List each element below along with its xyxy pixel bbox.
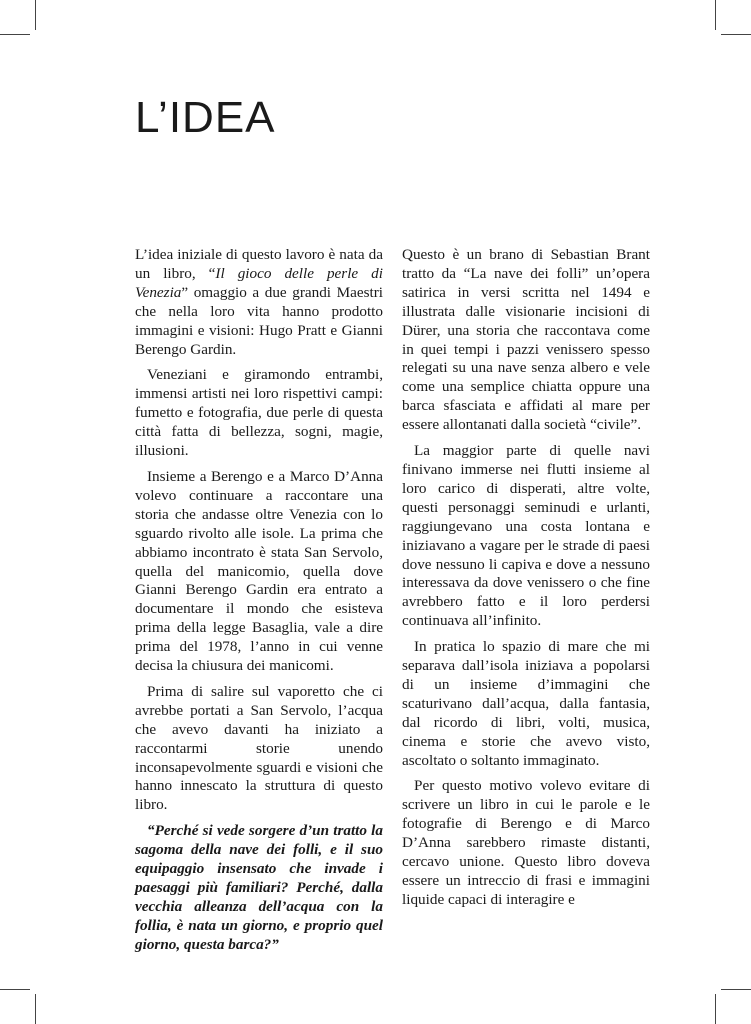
paragraph-navi: La maggior parte di quelle navi finivano immerse nei flutti insieme al loro carico di disperati, altre volte, questi personaggi seminudi e urlanti, raggiungevano una costa lontana e iniziavano a vagare per le strade di paesi dove nessuno li capiva e dove a nessuno interessava da dove venissero o che fine avrebbero fatto e il loro perdersi continuava all’infinito. — [402, 442, 650, 630]
paragraph-motivo: Per questo motivo volevo evitare di scrivere un libro in cui le parole e le fotografie di Berengo e di Marco D’Anna sarebbero rimaste distanti, cercavo unione. Questo libro doveva essere un intreccio di frasi e immagini liquide capaci di interagire e — [402, 777, 650, 908]
left-text-column — [135, 246, 383, 962]
paragraph-isola: In pratica lo spazio di mare che mi separava dall’isola iniziava a popolarsi di un insieme d’immagini che scaturivano dall’acqua, dalla fantasia, dal ricordo di libri, volti, musica, cinema e storie che avevo visto, ascoltato o soltanto immaginato. — [402, 638, 650, 769]
crop-mark-bottom-left-vertical — [35, 994, 36, 1024]
paragraph-brant: Questo è un brano di Sebastian Brant tratto da “La nave dei folli” un’opera satirica in versi scritta nel 1494 e illustrata dalle visionarie incisioni di Dürer, una storia che raccontava come in quei tempi i pazzi venissero spesso relegati su una nave senza albero e vele come una semplice chiatta oppure una barca sfasciata e affidati al mare per essere allontanati dalla società “civile”. — [402, 246, 650, 434]
crop-mark-bottom-right-horizontal — [721, 989, 751, 990]
crop-mark-bottom-left-horizontal — [0, 989, 30, 990]
paragraph-vaporetto: Prima di salire sul vaporetto che ci avrebbe portati a San Servolo, l’acqua che avevo davanti ha iniziato a raccontarmi storie unendo inconsapevolmente sguardi e visioni che hanno innescato la struttura di questo libro. — [135, 682, 383, 814]
crop-mark-top-right-horizontal — [721, 34, 751, 35]
right-text-column — [402, 246, 650, 917]
paragraph-veneziani: Veneziani e giramondo entrambi, immensi artisti nei loro rispettivi campi: fumetto e fotografia, due perle di questa città fatta di bellezza, sogni, magie, illusioni. — [135, 366, 383, 460]
intro-text-end: ” omaggio a due grandi Maestri che nella loro vita hanno prodotto immagini e visioni: Hugo Pratt e Gianni Berengo Gardin. — [135, 283, 383, 358]
book-title: Il gioco delle perle di Venezia — [135, 264, 383, 301]
quote-block: “Perché si vede sorgere d’un tratto la sagoma della nave dei folli, e il suo equipaggio insensato che invade i paesaggi più familiari? Perché, dalla vecchia alleanza dell’acqua con la follia, è nata un giorno, e proprio quel giorno, questa barca?” — [135, 822, 383, 953]
page-title: L’IDEA — [135, 93, 276, 142]
crop-mark-top-left-vertical — [35, 0, 36, 30]
crop-mark-bottom-right-vertical — [715, 994, 716, 1024]
intro-text-start: L’idea iniziale di questo lavoro è nata da un libro, “ — [135, 246, 383, 282]
crop-mark-top-right-vertical — [715, 0, 716, 30]
paragraph-berengo: Insieme a Berengo e a Marco D’Anna volevo continuare a raccontare una storia che andasse oltre Venezia con lo sguardo rivolto alle isole. La prima che abbiamo incontrato è stata San Servolo, quella del manicomio, quella dove Gianni Berengo Gardin era entrato a documentare il mondo che esisteva prima della legge Basaglia, vale a dire prima del 1978, l’anno in cui venne decisa la chiusura dei manicomi. — [135, 467, 383, 675]
paragraph-intro — [135, 246, 383, 359]
crop-mark-top-left-horizontal — [0, 34, 30, 35]
